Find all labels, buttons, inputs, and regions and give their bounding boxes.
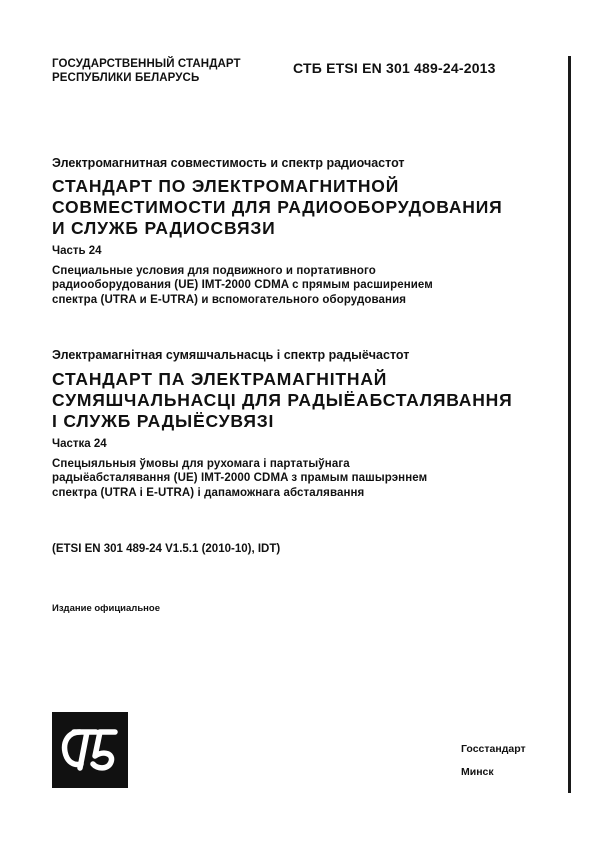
vertical-rule (568, 56, 571, 793)
belarusian-title-line-1: СТАНДАРТ ПА ЭЛЕКТРАМАГНІТНАЙ (52, 369, 388, 389)
russian-title (52, 176, 502, 239)
publisher-city: Минск (461, 766, 494, 778)
edition-note: Издание официальное (52, 603, 160, 614)
belarusian-description-line-1: Спецыяльныя ўмовы для рухомага і партатыўнага (52, 458, 350, 470)
belarusian-description-line-2: радыёабсталявання (UE) IMT-2000 CDMA з прамым пашырэннем (52, 472, 428, 485)
issuing-authority-line-1: ГОСУДАРСТВЕННЫЙ СТАНДАРТ (52, 58, 241, 70)
russian-part: Часть 24 (52, 245, 102, 257)
russian-description (52, 264, 433, 307)
standard-code: СТБ ETSI EN 301 489-24-2013 (293, 60, 496, 76)
belarusian-description-line-3: спектра (UTRA і E-UTRA) і дапаможнага абсталявання (52, 486, 365, 499)
belarusian-supertitle: Электрамагнітная сумяшчальнасць і спектр радыёчастот (52, 348, 410, 362)
etsi-reference: (ETSI EN 301 489-24 V1.5.1 (2010-10), IDT) (52, 543, 281, 555)
russian-description-line-1: Специальные условия для подвижного и портативного (52, 265, 376, 277)
russian-title-line-2: СОВМЕСТИМОСТИ ДЛЯ РАДИООБОРУДОВАНИЯ (52, 197, 503, 217)
belarusian-title (52, 369, 512, 432)
issuing-authority-line-2: РЕСПУБЛИКИ БЕЛАРУСЬ (52, 72, 200, 84)
russian-supertitle: Электромагнитная совместимость и спектр радиочастот (52, 156, 405, 170)
belarusian-part: Частка 24 (52, 438, 107, 450)
issuing-authority (52, 57, 241, 85)
belarusian-title-line-2: СУМЯШЧАЛЬНАСЦІ ДЛЯ РАДЫЁАБСТАЛЯВАННЯ (52, 390, 513, 410)
stb-logo-icon (52, 712, 128, 788)
publisher-name: Госстандарт (461, 743, 526, 755)
belarusian-description (52, 457, 427, 500)
russian-title-line-3: И СЛУЖБ РАДИОСВЯЗИ (52, 218, 276, 238)
russian-description-line-2: радиооборудования (UE) IMT-2000 CDMA с прямым расширением (52, 279, 433, 292)
russian-description-line-3: спектра (UTRA и E-UTRA) и вспомогательного оборудования (52, 293, 407, 306)
belarusian-title-line-3: І СЛУЖБ РАДЫЁСУВЯЗІ (52, 411, 275, 431)
russian-title-line-1: СТАНДАРТ ПО ЭЛЕКТРОМАГНИТНОЙ (52, 176, 400, 196)
